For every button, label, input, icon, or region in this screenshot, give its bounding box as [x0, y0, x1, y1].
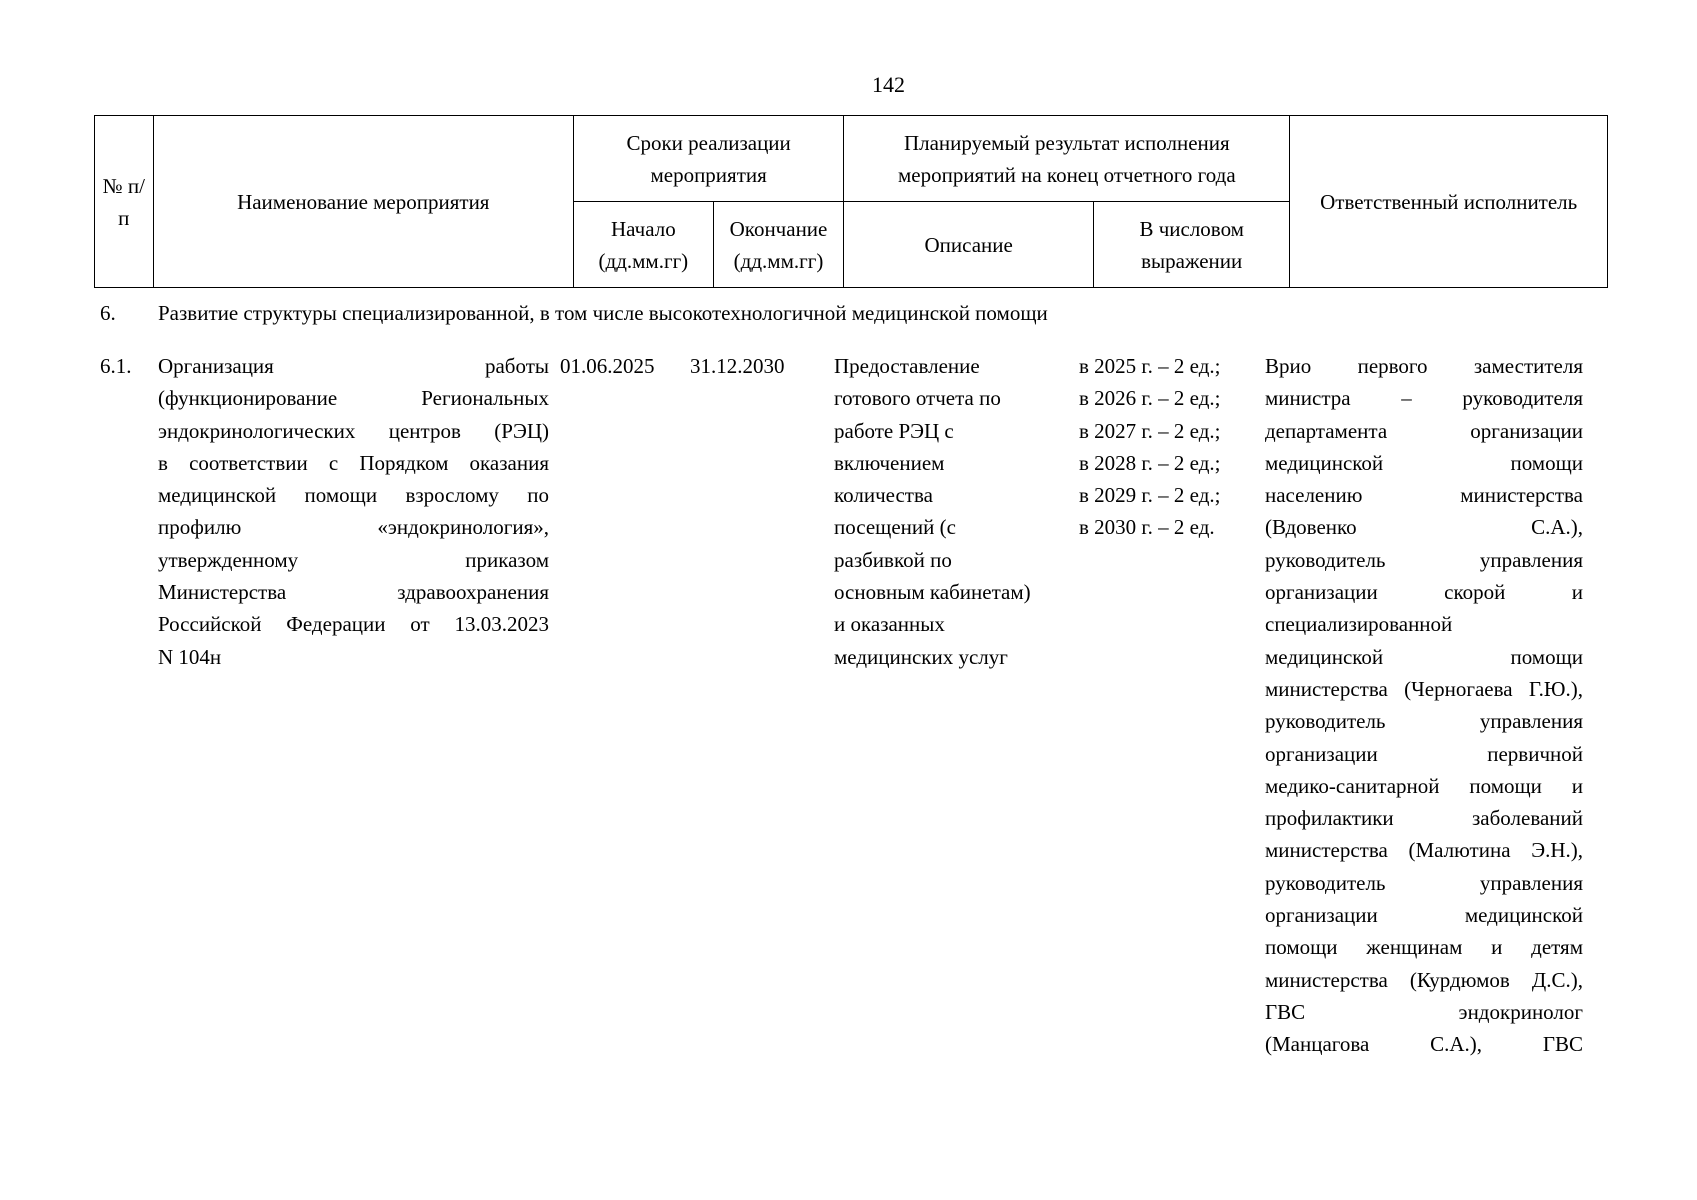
row-responsible-line: министра – руководителя	[1265, 386, 1583, 411]
row-name-line: медицинской помощи взрослому по	[158, 483, 549, 508]
row-description-line: готового отчета по	[834, 386, 1001, 411]
row-responsible-line: департамента организации	[1265, 418, 1583, 443]
row-description-line: Предоставление	[834, 354, 980, 378]
row-description-line: медицинских услуг	[834, 644, 1008, 669]
row-responsible-line: помощи женщинам и детям	[1265, 935, 1583, 960]
header-start-cell	[573, 202, 713, 288]
row-responsible-line: профилактики заболеваний	[1265, 806, 1583, 831]
header-planned-result: Планируемый результат исполнения мероприятий на конец отчетного года	[897, 130, 1236, 187]
row-name-line: профилю «эндокринология»,	[158, 515, 549, 540]
row-numeric-line: в 2027 г. – 2 ед.;	[1079, 418, 1221, 443]
row-name	[158, 350, 549, 673]
row-description-line: работе РЭЦ с	[834, 418, 954, 443]
row-responsible-line: организации медицинской	[1265, 903, 1583, 928]
row-responsible-line: (Манцагова С.А.), ГВС	[1265, 1032, 1583, 1057]
row-numeric-line: в 2030 г. – 2 ед.	[1079, 515, 1215, 540]
row-number: 6.1.	[100, 354, 132, 378]
section-number: 6.	[100, 301, 116, 325]
header-responsible-cell	[1290, 116, 1608, 288]
row-numeric-line: в 2029 г. – 2 ед.;	[1079, 483, 1221, 508]
header-number: № п/п	[102, 173, 145, 230]
row-responsible-line: министерства (Малютина Э.Н.),	[1265, 838, 1583, 863]
row-description-line: посещений (с	[834, 515, 956, 540]
header-planned-result-cell	[844, 116, 1290, 202]
row-end-date: 31.12.2030	[690, 354, 785, 378]
header-description-cell	[844, 202, 1094, 288]
row-start-date: 01.06.2025	[560, 354, 655, 378]
header-terms: Сроки реализации мероприятия	[626, 130, 791, 187]
row-numeric	[1079, 350, 1249, 544]
row-description-line: разбивкой по	[834, 547, 952, 572]
page-number: 142	[872, 72, 905, 97]
row-responsible-line: ГВС эндокринолог	[1265, 999, 1583, 1024]
row-responsible-line: медицинской помощи	[1265, 644, 1583, 669]
row-name-line: (функционирование Региональных	[158, 386, 549, 411]
row-numeric-line: в 2028 г. – 2 ед.;	[1079, 450, 1221, 475]
row-responsible-line: руководитель управления	[1265, 709, 1583, 734]
row-responsible-line: организации первичной	[1265, 741, 1583, 766]
row-responsible-line: медико-санитарной помощи и	[1265, 773, 1583, 798]
row-responsible-line: населению министерства	[1265, 483, 1583, 508]
row-responsible-line: руководитель управления	[1265, 547, 1583, 572]
row-description-line: включением	[834, 450, 945, 475]
row-responsible-line: министерства (Черногаева Г.Ю.),	[1265, 676, 1583, 701]
row-name-line: Министерства здравоохранения	[158, 580, 549, 605]
row-responsible-line: министерства (Курдюмов Д.С.),	[1265, 967, 1583, 992]
row-description-line: количества	[834, 483, 933, 508]
header-end: Окончание (дд.мм.гг)	[729, 216, 828, 273]
row-name-line: Организация работы	[158, 354, 549, 378]
row-name-line: утвержденному приказом	[158, 547, 549, 572]
row-numeric-line: в 2025 г. – 2 ед.;	[1079, 354, 1221, 378]
row-responsible-line: руководитель управления	[1265, 870, 1583, 895]
row-name-line: Российской Федерации от 13.03.2023	[158, 612, 549, 637]
row-description-line: и оказанных	[834, 612, 945, 637]
header-responsible: Ответственный исполнитель	[1320, 189, 1578, 214]
row-name-line: эндокринологических центров (РЭЦ)	[158, 418, 549, 443]
row-description	[834, 350, 1064, 673]
row-responsible-line: (Вдовенко С.А.),	[1265, 515, 1583, 540]
header-end-cell	[713, 202, 844, 288]
header-name-cell	[153, 116, 573, 288]
header-start: Начало (дд.мм.гг)	[598, 216, 689, 273]
header-numeric: В числовом выражении	[1139, 216, 1244, 273]
row-numeric-line: в 2026 г. – 2 ед.;	[1079, 386, 1221, 411]
header-name: Наименование мероприятия	[237, 189, 490, 214]
row-responsible-line: специализированной	[1265, 612, 1453, 637]
row-responsible	[1265, 350, 1583, 1061]
row-name-line: в соответствии с Порядком оказания	[158, 450, 549, 475]
row-responsible-line: организации скорой и	[1265, 580, 1583, 605]
table-header	[94, 115, 1608, 288]
row-responsible-line: Врио первого заместителя	[1265, 354, 1583, 378]
header-terms-cell	[573, 116, 843, 202]
header-numeric-cell	[1094, 202, 1290, 288]
header-description: Описание	[924, 232, 1013, 257]
header-number-cell	[95, 116, 154, 288]
section-title: Развитие структуры специализированной, в том числе высокотехнологичной медицинской помощи	[158, 301, 1048, 325]
row-responsible-line: медицинской помощи	[1265, 450, 1583, 475]
row-name-line: N 104н	[158, 644, 222, 669]
row-description-line: основным кабинетам)	[834, 580, 1031, 605]
